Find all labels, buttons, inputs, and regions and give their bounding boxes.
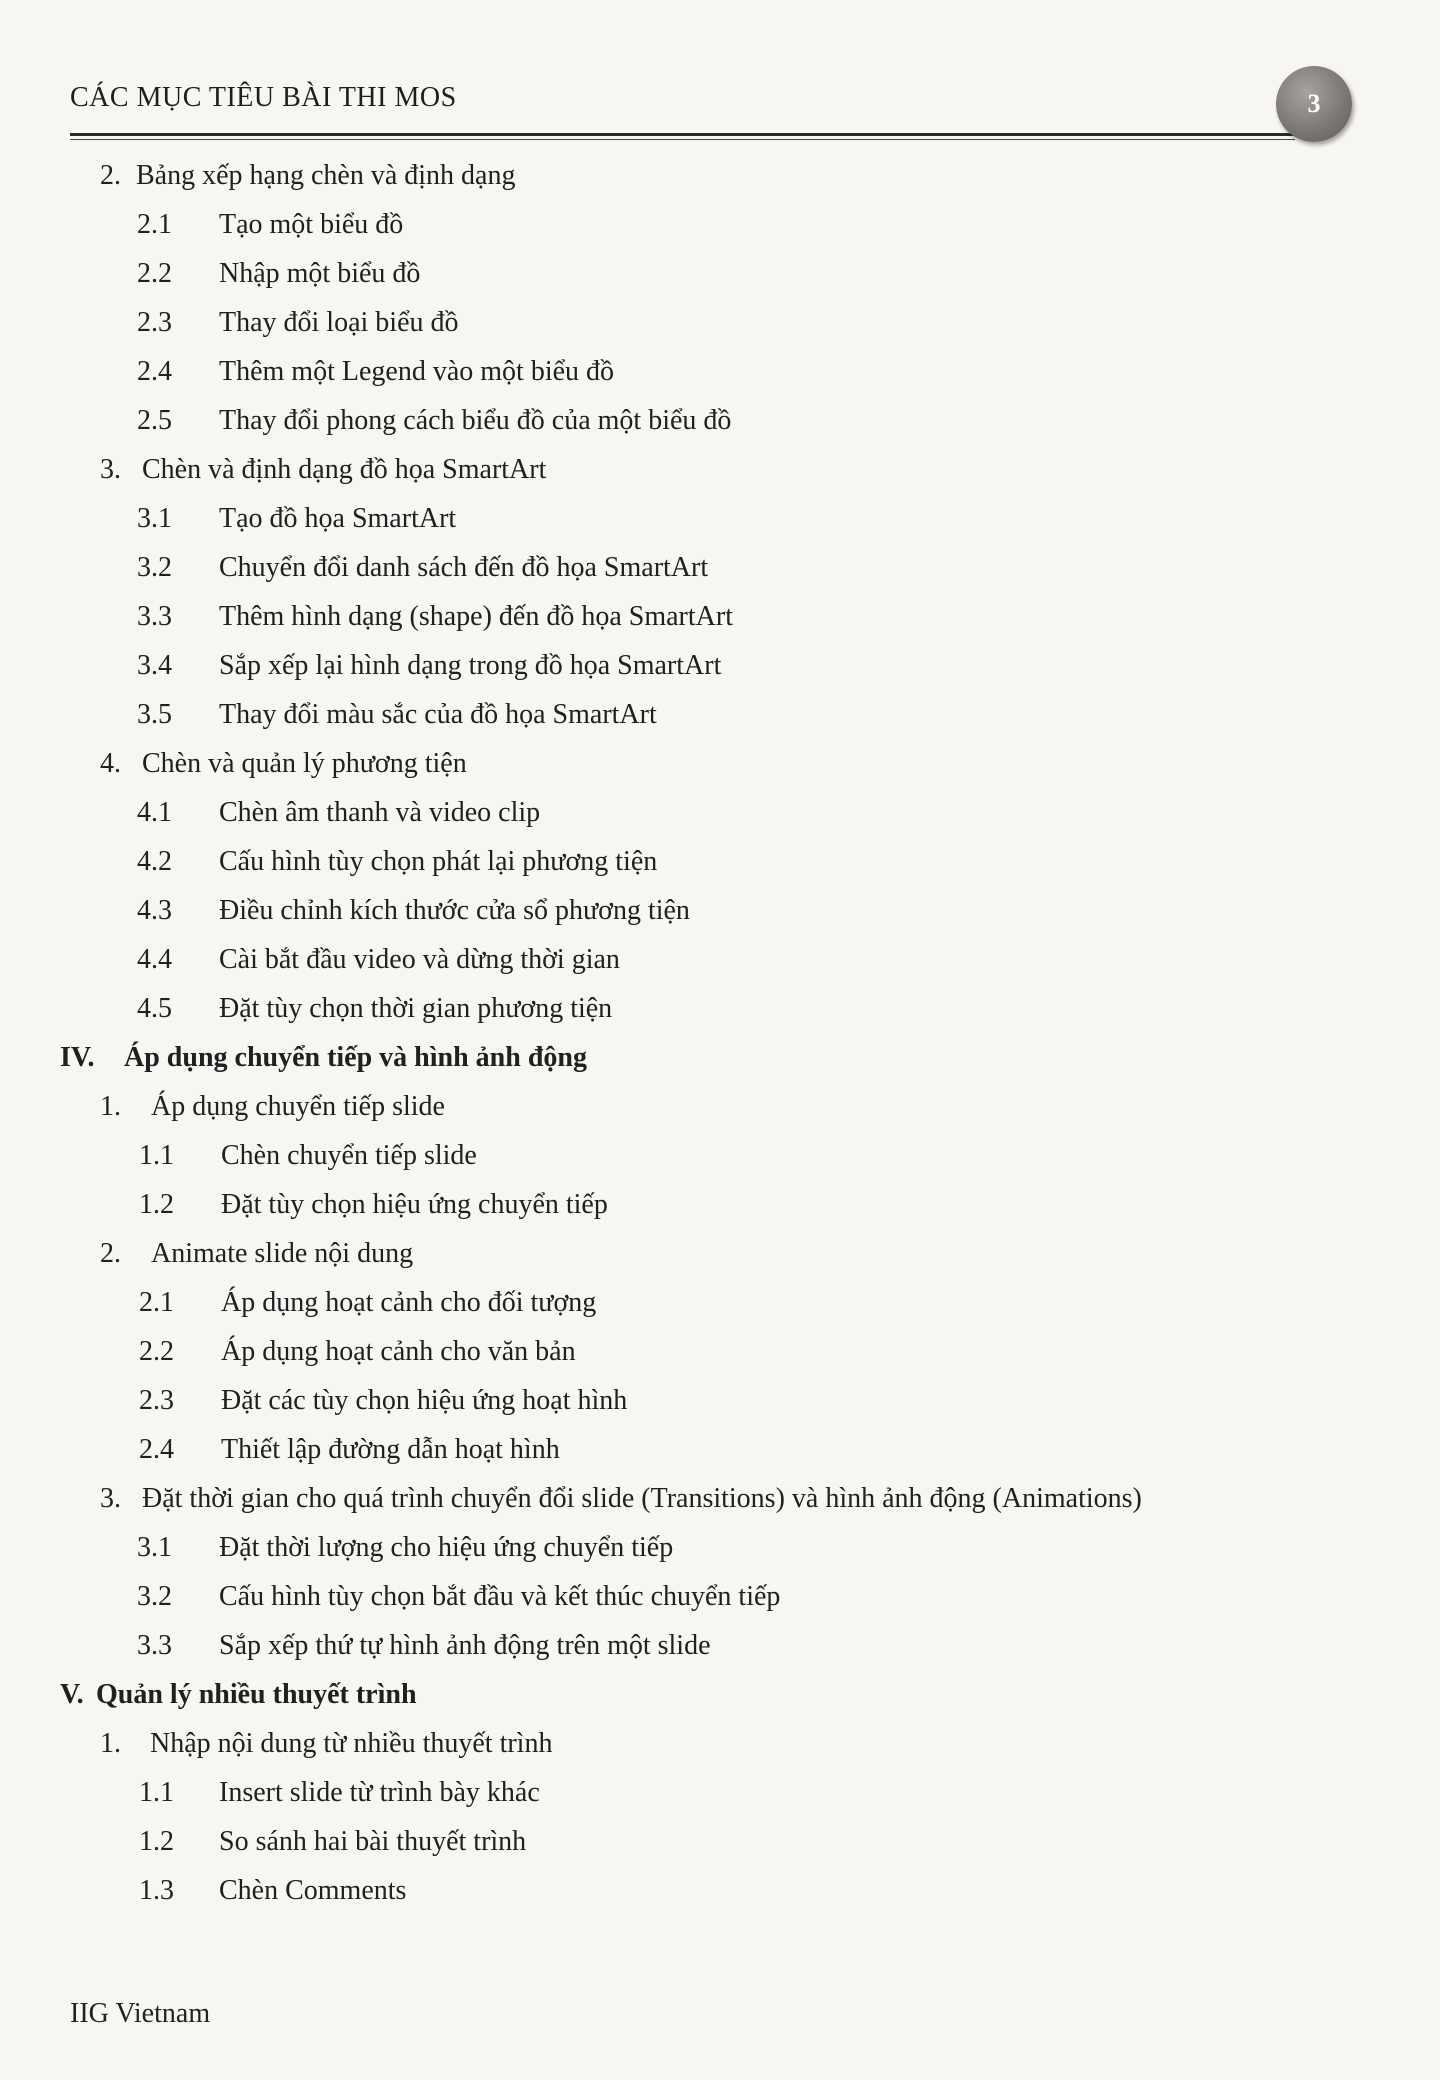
list-item-number: 3.2 — [137, 1581, 172, 1612]
section-number: V. — [60, 1679, 84, 1710]
list-item-number: 2. — [100, 1238, 121, 1269]
list-item-text: Thay đổi màu sắc của đồ họa SmartArt — [219, 699, 657, 730]
list-item-number: 1.2 — [139, 1189, 174, 1220]
list-item-number: 4.5 — [137, 993, 172, 1024]
list-item-text: Đặt tùy chọn hiệu ứng chuyển tiếp — [221, 1189, 608, 1220]
list-item-text: Cài bắt đầu video và dừng thời gian — [219, 944, 620, 975]
list-item-number: 1.1 — [139, 1140, 174, 1171]
list-item-text: Chèn Comments — [219, 1875, 407, 1906]
list-item-text: Tạo một biểu đồ — [219, 209, 404, 240]
list-item-number: 2.5 — [137, 405, 172, 436]
header-rule-thin — [70, 139, 1295, 140]
list-item-text: Chuyển đổi danh sách đến đồ họa SmartArt — [219, 552, 709, 583]
list-item-number: 2.3 — [137, 307, 172, 338]
list-item-number: 3.4 — [137, 650, 172, 681]
header-rule — [70, 133, 1295, 136]
list-item-number: 2. — [100, 160, 121, 191]
page-number-badge: 3 — [1276, 66, 1352, 142]
list-item-number: 2.1 — [137, 209, 172, 240]
list-item-number: 3. — [100, 454, 121, 485]
page-footer: IIG Vietnam — [70, 1998, 211, 2029]
list-item-text: Thiết lập đường dẫn hoạt hình — [221, 1434, 560, 1465]
list-item-text: Sắp xếp lại hình dạng trong đồ họa SmartArt — [219, 650, 722, 681]
list-item-number: 1. — [100, 1728, 121, 1759]
list-item-number: 1.3 — [139, 1875, 174, 1906]
list-item-number: 1.1 — [139, 1777, 174, 1808]
list-item-text: Sắp xếp thứ tự hình ảnh động trên một slide — [219, 1630, 711, 1661]
list-item-text: Đặt các tùy chọn hiệu ứng hoạt hình — [221, 1385, 628, 1416]
list-item-text: Thêm hình dạng (shape) đến đồ họa SmartArt — [219, 601, 733, 632]
list-item-number: 3.3 — [137, 1630, 172, 1661]
list-item-number: 2.4 — [137, 356, 172, 387]
section-number: IV. — [60, 1042, 95, 1073]
list-item-text: Animate slide nội dung — [151, 1238, 414, 1269]
section-title: Quản lý nhiều thuyết trình — [96, 1679, 417, 1710]
list-item-text: Tạo đồ họa SmartArt — [219, 503, 457, 534]
list-item-number: 3.2 — [137, 552, 172, 583]
list-item-text: Nhập một biểu đồ — [219, 258, 421, 289]
list-item-text: Chèn và quản lý phương tiện — [142, 748, 467, 779]
list-item-text: Đặt thời lượng cho hiệu ứng chuyển tiếp — [219, 1532, 674, 1563]
list-item-number: 2.3 — [139, 1385, 174, 1416]
list-item-text: Chèn và định dạng đồ họa SmartArt — [142, 454, 547, 485]
list-item-number: 4.4 — [137, 944, 172, 975]
list-item-number: 1.2 — [139, 1826, 174, 1857]
list-item-text: Bảng xếp hạng chèn và định dạng — [136, 160, 516, 191]
list-item-text: Áp dụng hoạt cảnh cho đối tượng — [221, 1287, 597, 1318]
list-item-text: Insert slide từ trình bày khác — [219, 1777, 540, 1808]
list-item-text: Chèn âm thanh và video clip — [219, 797, 541, 828]
list-item-text: So sánh hai bài thuyết trình — [219, 1826, 527, 1857]
list-item-number: 2.2 — [139, 1336, 174, 1367]
list-item-number: 3. — [100, 1483, 121, 1514]
list-item-number: 4.2 — [137, 846, 172, 877]
list-item-number: 4.1 — [137, 797, 172, 828]
list-item-number: 3.3 — [137, 601, 172, 632]
list-item-text: Đặt thời gian cho quá trình chuyển đổi slide (Transitions) và hình ảnh động (Animations) — [142, 1483, 1142, 1514]
list-item-text: Thay đổi loại biểu đồ — [219, 307, 459, 338]
list-item-number: 4.3 — [137, 895, 172, 926]
list-item-number: 2.4 — [139, 1434, 174, 1465]
list-item-number: 3.5 — [137, 699, 172, 730]
list-item-number: 4. — [100, 748, 121, 779]
list-item-text: Cấu hình tùy chọn phát lại phương tiện — [219, 846, 658, 877]
list-item-text: Nhập nội dung từ nhiều thuyết trình — [150, 1728, 553, 1759]
section-title: Áp dụng chuyển tiếp và hình ảnh động — [124, 1042, 587, 1073]
list-item-text: Đặt tùy chọn thời gian phương tiện — [219, 993, 613, 1024]
list-item-text: Thay đổi phong cách biểu đồ của một biểu đồ — [219, 405, 732, 436]
list-item-number: 2.1 — [139, 1287, 174, 1318]
list-item-text: Áp dụng chuyển tiếp slide — [151, 1091, 445, 1122]
list-item-number: 2.2 — [137, 258, 172, 289]
list-item-text: Thêm một Legend vào một biểu đồ — [219, 356, 615, 387]
list-item-number: 1. — [100, 1091, 121, 1122]
list-item-number: 3.1 — [137, 1532, 172, 1563]
list-item-text: Điều chỉnh kích thước cửa sổ phương tiện — [219, 895, 690, 926]
list-item-text: Chèn chuyển tiếp slide — [221, 1140, 477, 1171]
page-header-title: CÁC MỤC TIÊU BÀI THI MOS — [70, 82, 457, 113]
list-item-text: Cấu hình tùy chọn bắt đầu và kết thúc chuyển tiếp — [219, 1581, 781, 1612]
list-item-text: Áp dụng hoạt cảnh cho văn bản — [221, 1336, 576, 1367]
list-item-number: 3.1 — [137, 503, 172, 534]
